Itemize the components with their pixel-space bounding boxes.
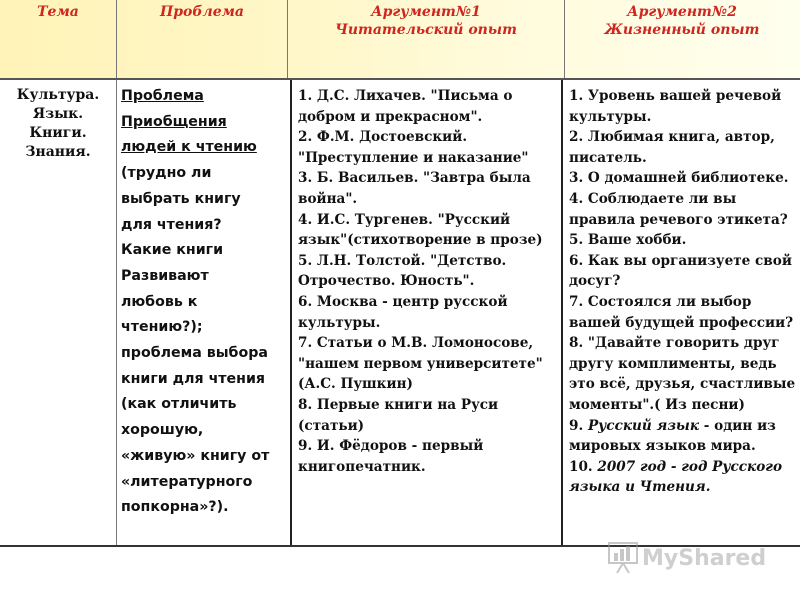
problema-line: любовь к [121,293,198,310]
watermark-text: MyShared [642,546,766,571]
arg1-line: книгопечатник. [298,458,426,475]
problema-line: выбрать книгу [121,190,241,207]
cell-problema [116,80,288,545]
arg1-line: 3. Б. Васильев. "Завтра была [298,170,531,187]
myshared-watermark [606,537,766,577]
problema-line: «литературного [121,473,253,490]
arg1-line: (А.С. Пушкин) [298,376,413,393]
arg2-line-10-italic: 2007 год - год Русского [597,458,783,475]
arg2-line: моменты".( Из песни) [569,396,745,413]
arg1-line: Отрочество. Юность". [298,273,475,290]
arg2-line-10-cont: языка и Чтения. [569,479,711,496]
problema-line: «живую» книгу от [121,447,270,464]
cell-argument-1 [291,80,563,545]
arg1-line: 2. Ф.М. Достоевский. [298,129,468,146]
arg1-line: язык"(стихотворение в прозе) [298,232,543,249]
tema-line: Культура. [16,87,100,103]
arg2-line: это всё, друзья, счастливые [569,376,796,393]
header-cell-tema [0,0,116,78]
problema-line: Какие книги [121,242,224,259]
arg2-line-9 [569,416,797,437]
problema-line: Проблема [121,88,204,104]
arg2-line: писатель. [569,149,647,166]
problema-line: хорошую, [121,422,204,439]
arg2-line: 6. Как вы организуете свой [569,252,792,269]
arg2-line-9-num: 9. [569,417,588,434]
arg2-line: 3. О домашней библиотеке. [569,170,789,187]
problema-line: людей к чтению [121,139,257,156]
arg1-line: (статьи) [298,417,365,434]
header-arg2-subtitle: Жизненный опыт [604,22,760,38]
header-cell-argument-1 [288,0,564,78]
arg1-line: 8. Первые книги на Руси [298,396,499,413]
arg2-line-9-italic: Русский язык [587,417,700,434]
header-cell-argument-2 [564,0,800,78]
arg1-line: 7. Статьи о М.В. Ломоносове, [298,335,534,352]
presentation-chart-icon [606,537,766,577]
arg2-line-10-num: 10. [569,458,598,475]
header-cell-problema [116,0,288,78]
cell-tema [0,80,116,545]
arg1-line: 4. И.С. Тургенев. "Русский [298,211,511,228]
problema-line: попкорна»?). [121,499,229,516]
problema-line: (как отличить [121,396,237,413]
arg2-line: досуг? [569,273,621,290]
problema-line: чтению?); [121,319,203,336]
arg2-line-9-rest: - один из [699,417,776,434]
problema-line: Приобщения [121,113,227,130]
header-tema-label: Тема [37,4,79,20]
arg2-line: культуры. [569,108,652,125]
arg2-line: 5. Ваше хобби. [569,232,687,249]
header-divider-1 [116,0,117,78]
problema-line: книги для чтения [121,370,266,387]
tema-line: Книги. [29,125,87,141]
problema-line: проблема выбора [121,345,268,362]
tema-line: Знания. [25,144,91,160]
tema-line: Язык. [32,106,84,122]
arg1-line: 6. Москва - центр русской [298,293,508,310]
arg1-line: "Преступление и наказание" [298,149,529,166]
arg2-line-10 [569,457,797,478]
arg1-line: 5. Л.Н. Толстой. "Детство. [298,252,507,269]
arg2-line: 4. Соблюдаете ли вы [569,190,737,207]
arg2-line: другу комплименты, ведь [569,355,777,372]
arg1-line: 1. Д.С. Лихачев. "Письма о [298,88,513,104]
header-arg2-title: Аргумент№2 [627,4,737,20]
arg1-line: война". [298,190,358,207]
problema-line: для чтения? [121,216,222,233]
arg2-line: 2. Любимая книга, автор, [569,129,775,146]
cell-argument-2 [563,80,800,545]
arg2-line: мировых языков мира. [569,438,756,455]
arg2-line: правила речевого этикета? [569,211,788,228]
arg1-line: культуры. [298,314,381,331]
problema-line: (трудно ли [121,165,212,182]
arg1-line: "нашем первом университете" [298,355,543,372]
header-divider-3 [564,0,565,78]
arg2-line: вашей будущей профессии? [569,314,794,331]
arg2-line: 8. "Давайте говорить друг [569,335,780,352]
problema-line: Развивают [121,267,209,284]
arg2-line: 7. Состоялся ли выбор [569,293,752,310]
header-divider-2 [287,0,288,78]
header-arg1-title: Аргумент№1 [371,4,481,20]
arg2-line: 1. Уровень вашей речевой [569,88,782,104]
header-problema-label: Проблема [160,4,244,20]
arg1-line: добром и прекрасном". [298,108,483,125]
header-arg1-subtitle: Читательский опыт [335,22,517,38]
arg1-line: 9. И. Фёдоров - первый [298,438,484,455]
